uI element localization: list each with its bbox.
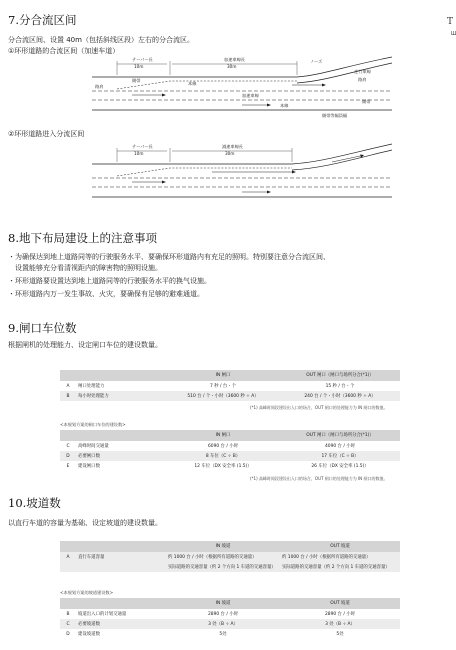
diag2-decel-label: 減速車線長 — [222, 144, 243, 149]
diag1-width-label: 側帯等幅員幅 — [322, 113, 348, 118]
table-header: IN 坡道 OUT 坡道 — [60, 598, 400, 609]
corner-mark: T — [447, 17, 454, 27]
ramp-capacity-table — [60, 541, 400, 572]
merge-lane-diagram — [92, 55, 397, 125]
section-8-title: 8.地下布局建设上的注意事项 — [8, 231, 157, 245]
diag1-taper-length: 10m — [134, 64, 144, 69]
section-9-intro: 根据闸机的处理能力、设定闸口车位的建设数量。 — [8, 341, 162, 349]
table-row: B 坡道出入口的计划交通量 2890 台 / 小时 2890 台 / 小时 — [60, 609, 400, 619]
diag2-taper-length: 10m — [134, 151, 144, 156]
diag1-pave-strip: 側帯 — [362, 99, 371, 104]
table-row: B 每小时处理能力 510 台 / 个・小时（3600 秒 ÷ A） 240 台 / 个・小时（3600 秒 ÷ A） — [60, 391, 400, 401]
table-row: C 高峰时间交通量 6090 台 / 小时 4090 台 / 小时 — [60, 441, 400, 451]
section-10-intro: 以直行车道的容量为基础、设定坡道的建设数量。 — [8, 519, 162, 527]
diag1-accel-lane: 加速車線 — [242, 93, 259, 98]
gate-capacity-table — [60, 370, 400, 401]
section-7-sub-merge: ①环形道路的合流区间（加速车道） — [8, 47, 120, 55]
table-row: 实际道路的交通容量（约 2 个方向 1 车道的交通容量） 实际道路的交通容量（约 2 个方向 1 车道的交通容量） — [60, 562, 400, 572]
table-row: C 必要坡道数 3 处（B ÷ A） 3 处（B ÷ A） — [60, 619, 400, 629]
diag1-main-lane: 本線 — [188, 81, 197, 86]
table-row: D 必要闸口数 8 车位（C ÷ B） 17 车位（C ÷ B） — [60, 451, 400, 461]
table-row: D 建设坡道数 5处 5处 — [60, 629, 400, 639]
table-row: E 建设闸口数 12 车位（DX 安全率 (1.5)） 26 车位（DX 安全率 (1.5)） — [60, 461, 400, 471]
section-9-title: 9.闸口车位数 — [8, 321, 77, 335]
diag1-accel-label: 加速車線長 — [224, 57, 245, 62]
diag2-decel-length: 30m — [225, 151, 235, 156]
gate-plan-table — [60, 430, 400, 471]
section-7-intro: 分合流区间、设置 40m（包括斜线区段）左右的分合流区。 — [8, 36, 194, 44]
diag1-main-lane-2: 本線 — [280, 103, 289, 108]
diag1-taper-label: テーパー長 — [132, 57, 153, 62]
section-7-sub-diverge: ②环形道路进入分流区间 — [8, 130, 85, 138]
table-header: IN 闸口 OUT 闸口（闸口与场所分合(*1)） — [60, 370, 400, 381]
diag2-taper-label: テーパー長 — [132, 144, 153, 149]
section-8-bullet-1a: ・为确保达到地上道路同等的行驶服务水平、要确保环形道路内有充足的照明。特别要注意分合流区间、 — [8, 253, 330, 261]
gate-plan-caption: <本规划方案的闸口车位的建设数> — [60, 422, 126, 427]
gate-plan-note: (*1) 高峰时间段建设出入口的场合，OUT 闸口的处理能力为 IN 闸口的数值。 — [250, 476, 388, 481]
diag1-shoulder: 路肩 — [358, 77, 367, 82]
diag1-traffic-lane: 走行車線 — [354, 69, 371, 74]
diag1-accel-length: 30m — [227, 64, 237, 69]
section-8-bullet-2: ・环形道路要设置达到地上道路同等的行驶服务水平的换气设施。 — [8, 277, 211, 285]
section-10-title: 10.坡道数 — [8, 496, 61, 510]
table-header: IN 坡道 OUT 坡道 — [60, 541, 400, 552]
diverge-lane-diagram — [92, 142, 397, 204]
diag1-road-edge: 路肩 — [95, 84, 104, 89]
gate-table-note: (*1) 高峰时间段建设出入口的场合，OUT 闸口的处理能力为 IN 闸口的数值。 — [250, 405, 388, 410]
ramp-plan-table — [60, 598, 400, 639]
corner-mark-sub: Ш — [451, 31, 456, 37]
table-row: A 直行车道容量 约 1000 台 / 小时（根据所有道路的交通量） 约 1000 台 / 小时（根据所有道路的交通量） — [60, 552, 400, 562]
diag1-nose-label: ノーズ — [310, 59, 323, 64]
table-header: IN 闸口 OUT 闸口（闸口与场所分合(*1)） — [60, 430, 400, 441]
ramp-plan-caption: <本规划方案的坡道建设数> — [60, 590, 114, 595]
section-8-bullet-1b: 设置能够充分看清视距内的障害物的照明设施。 — [8, 264, 162, 272]
section-7-title: 7.分合流区间 — [8, 13, 77, 27]
table-row: A 闸口处理能力 7 秒 / 台・个 15 秒 / 台・个 — [60, 381, 400, 391]
diag1-guide-strip: 側帯 — [132, 78, 141, 83]
section-8-bullet-3: ・环形道路内万一发生事故、火灾，要确保有足够的避难通道。 — [8, 290, 204, 298]
